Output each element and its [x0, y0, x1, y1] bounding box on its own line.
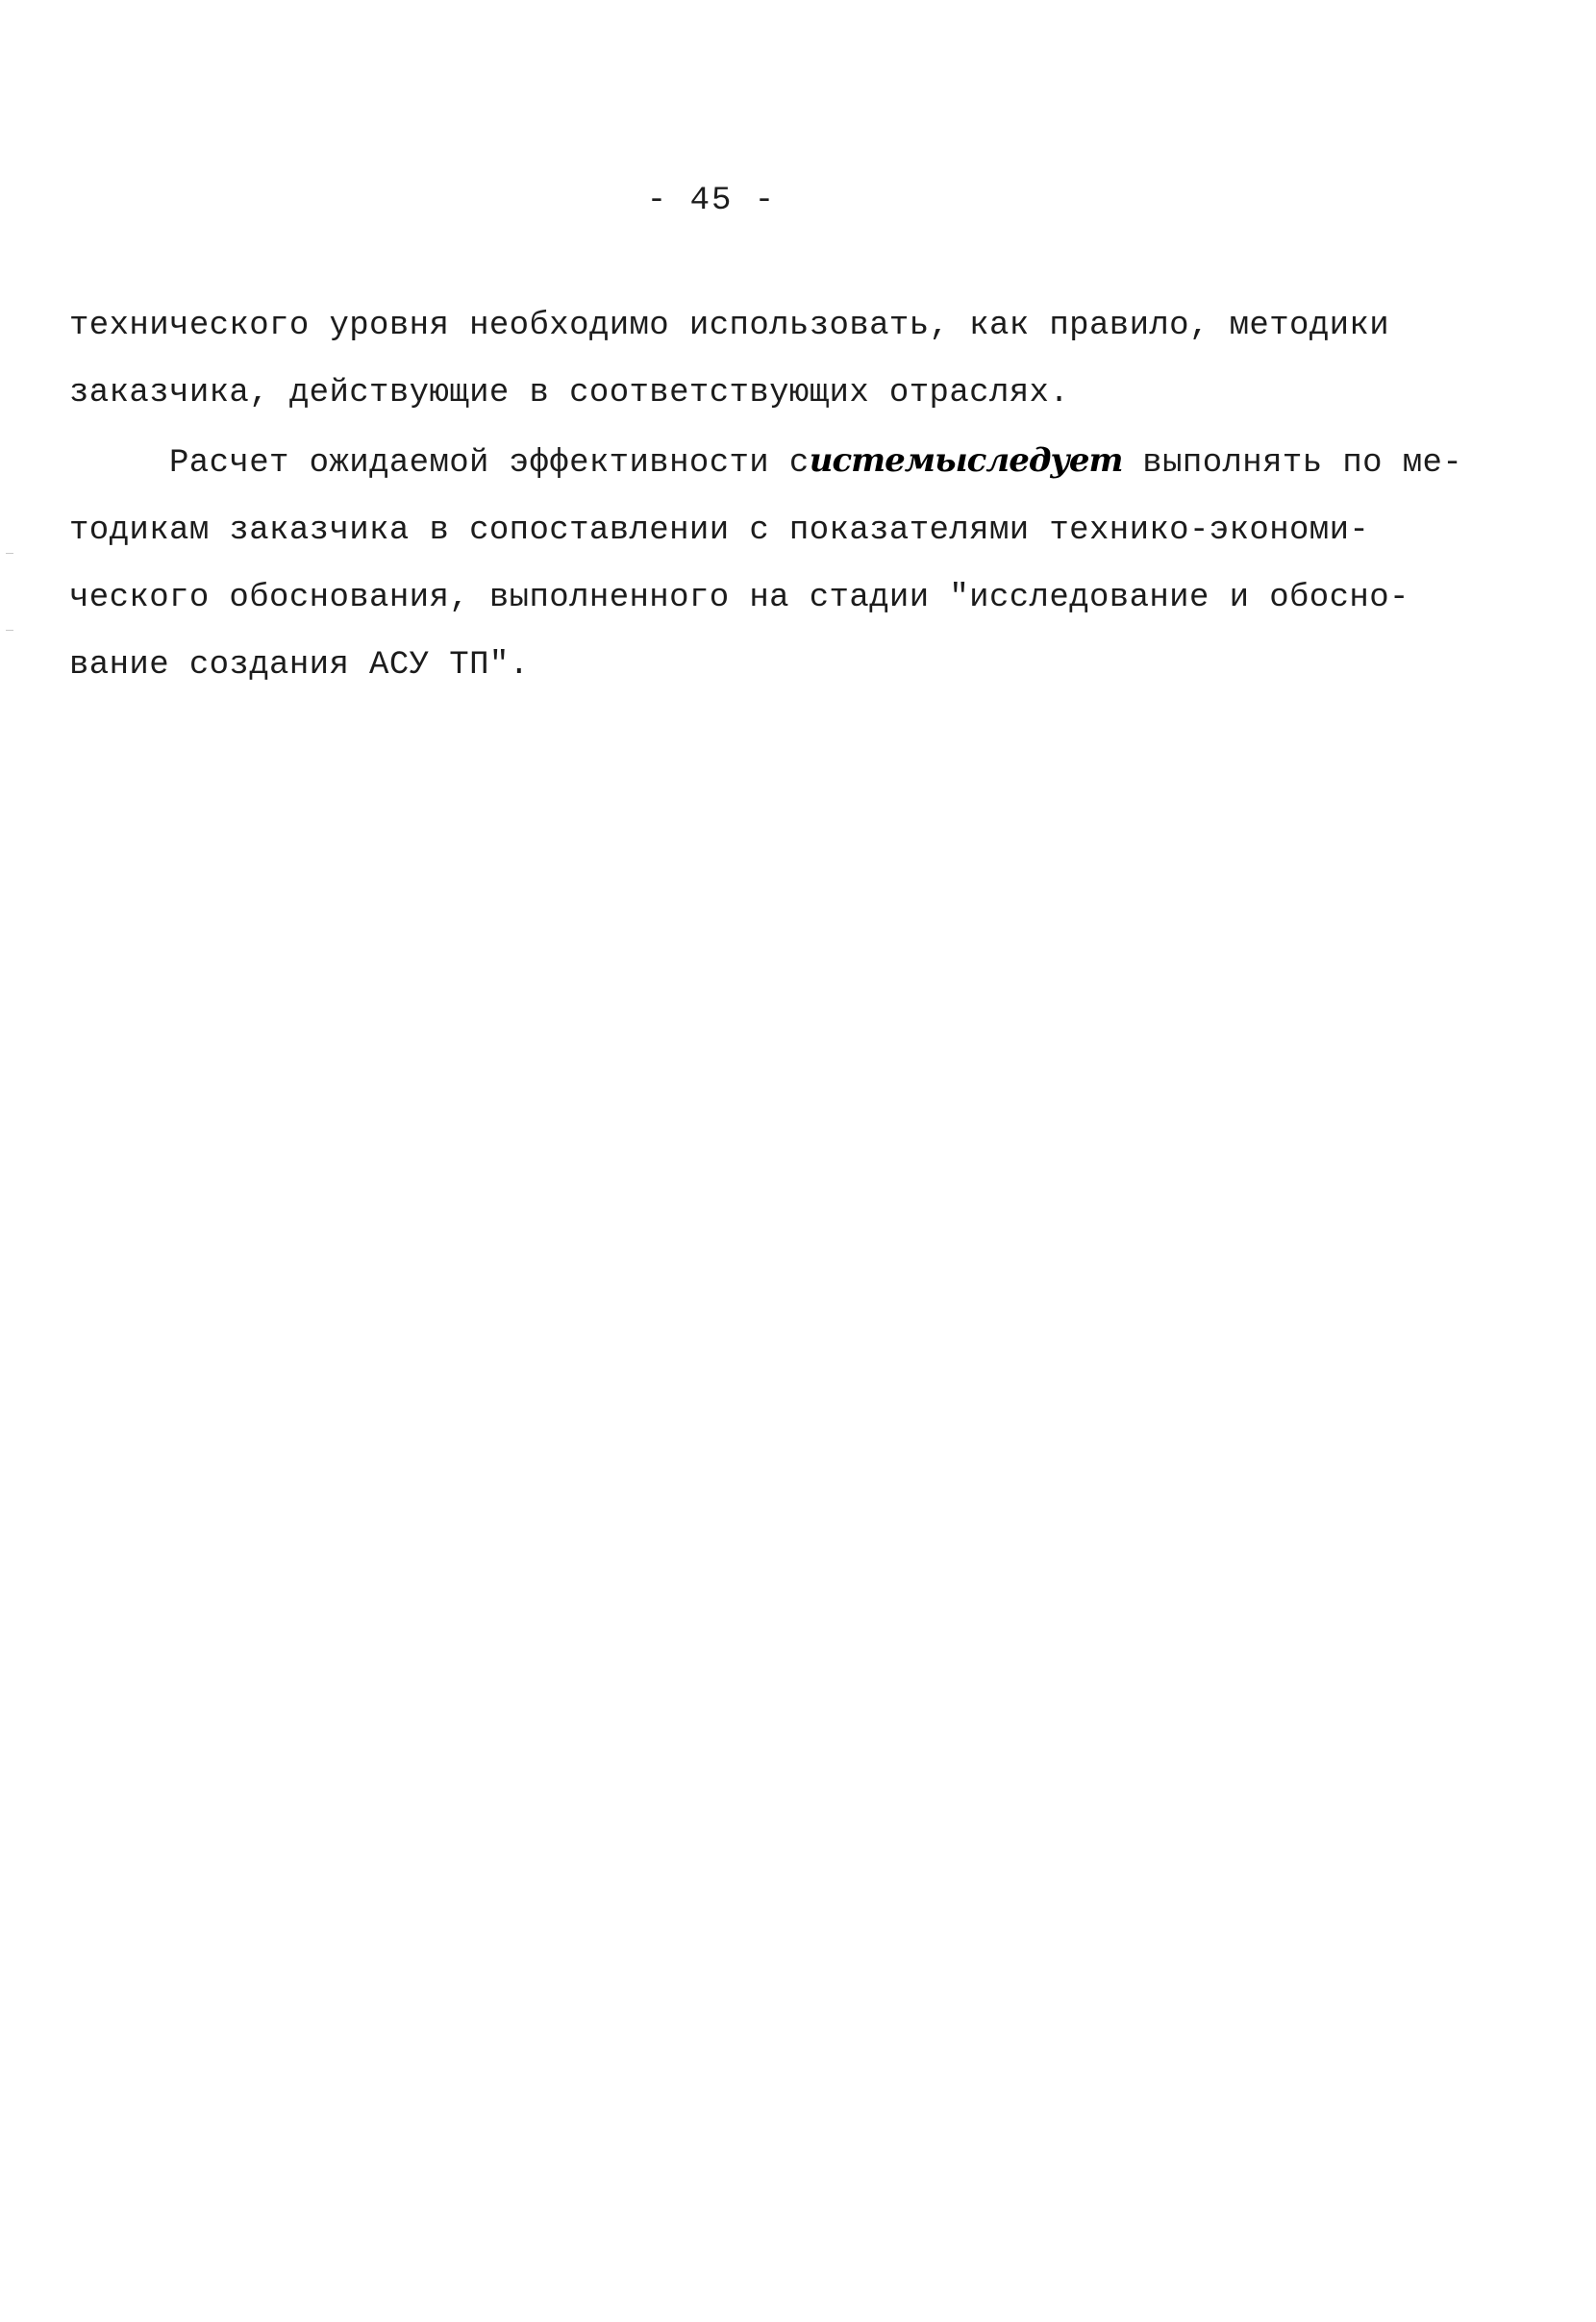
paragraph-2-line-1-typed-end: выполнять по ме-: [1122, 445, 1463, 482]
page-number: - 45 -: [646, 183, 777, 219]
paragraph-1-line-1: технического уровня необходимо использовать, как правило, методики: [69, 308, 1390, 344]
handwritten-correction: истемыследует: [809, 441, 1123, 480]
paragraph-2: [69, 427, 1463, 699]
paragraph-2-line-2: тодикам заказчика в сопоставлении с показателями технико-экономи-: [69, 512, 1370, 549]
paragraph-2-line-1-typed-start: Расчет ожидаемой эффективности с: [169, 445, 810, 482]
margin-scan-mark: [6, 553, 13, 554]
paragraph-2-line-1: [69, 427, 1463, 497]
paragraph-2-line-4: вание создания АСУ ТП".: [69, 647, 530, 684]
paragraph-2-line-3: ческого обоснования, выполненного на стадии "исследование и обосно-: [69, 580, 1409, 616]
paragraph-1-line-2: заказчика, действующие в соответствующих отраслях.: [69, 375, 1070, 412]
margin-scan-mark: [6, 630, 13, 631]
document-body: [69, 292, 1463, 699]
paragraph-1: [69, 292, 1434, 427]
